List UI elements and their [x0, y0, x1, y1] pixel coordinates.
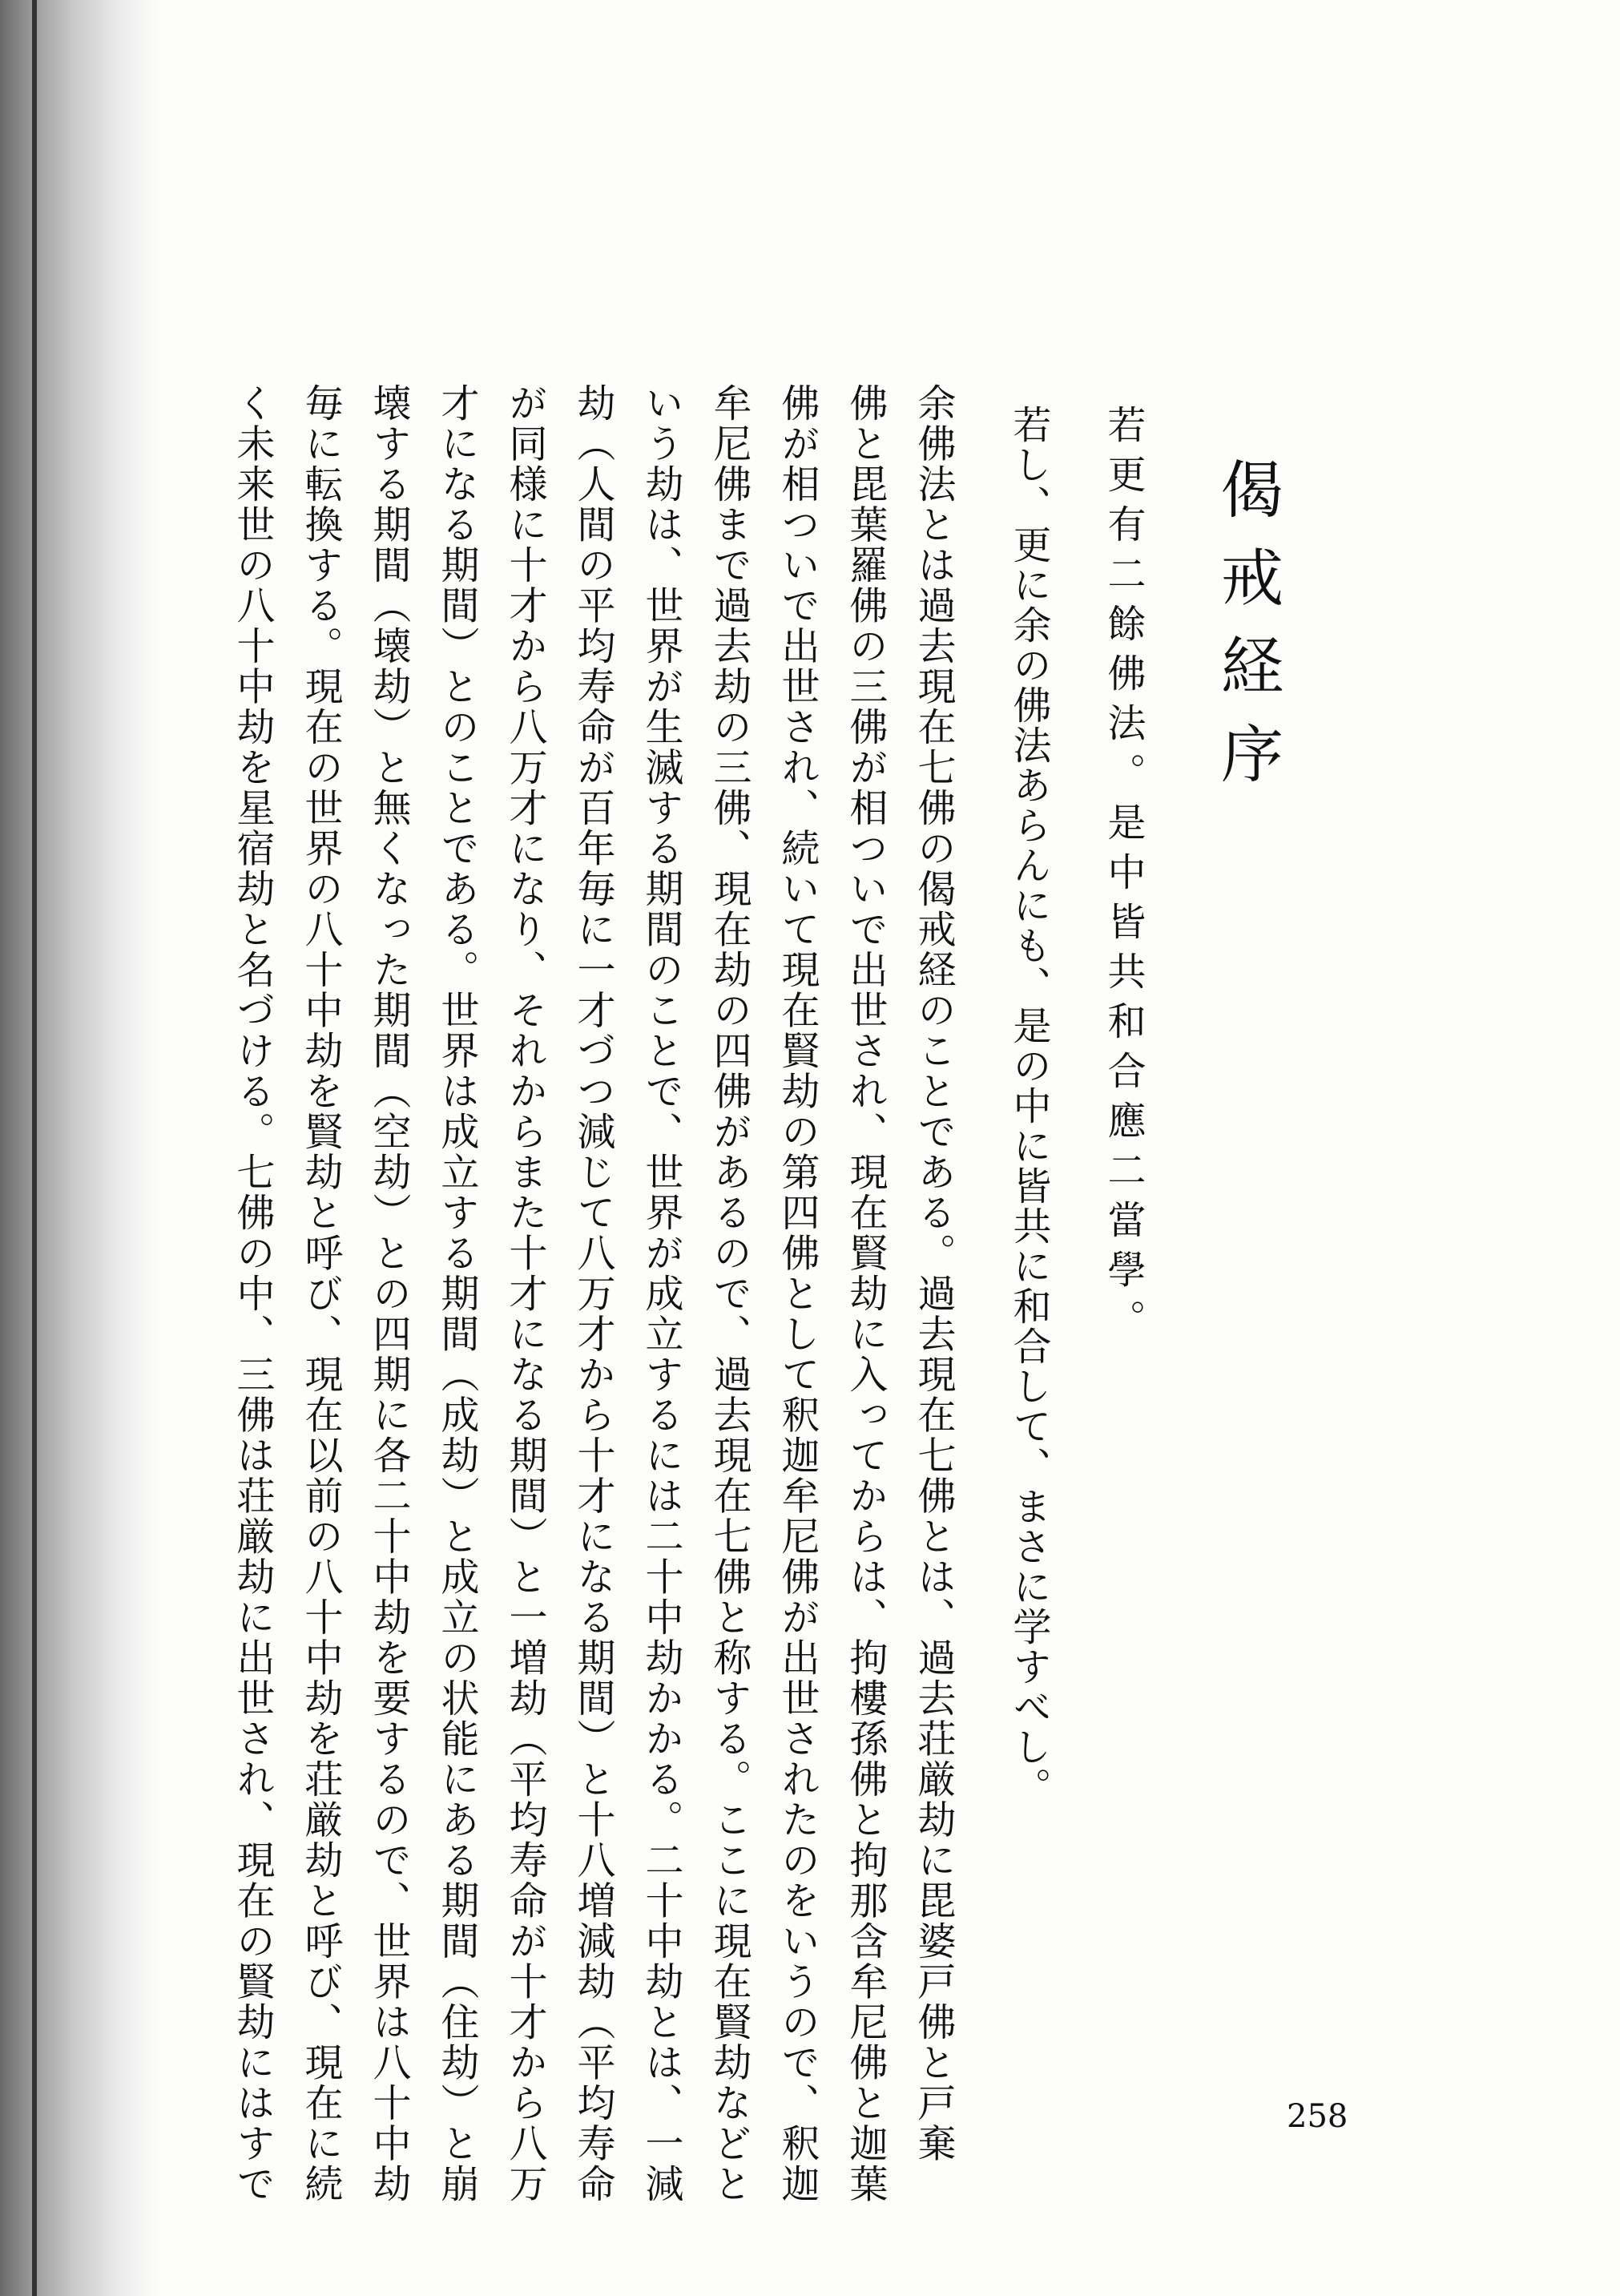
body-line: 余佛法とは過去現在七佛の偈戒経のことである。過去現在七佛とは、過去荘厳劫に毘婆戸佛と戸棄	[911, 383, 956, 2164]
body-line: が同様に十才から八万才になり、それからまた十才になる期間）と一増劫（平均寿命が十才から八万	[502, 383, 547, 2205]
body-line: 劫（人間の平均寿命が百年毎に一才づつ減じて八万才から十才になる期間）と十八増減劫（平均寿命	[570, 383, 615, 2205]
body-line: く未来世の八十中劫を星宿劫と名づける。七佛の中、三佛は荘厳劫に出世され、現在の賢劫にはすで	[230, 383, 275, 2205]
body-line: 佛が相ついで出世され、続いて現在賢劫の第四佛として釈迦牟尼佛が出世されたのをいうので、釈迦	[775, 383, 820, 2205]
page-number: 258	[1287, 2098, 1348, 2135]
body-line: 佛と毘葉羅佛の三佛が相ついで出世され、現在賢劫に入ってからは、拘樓孫佛と拘那含牟尼佛と迦葉	[843, 383, 888, 2205]
verse-translation: 若し、更に余の佛法あらんにも、是の中に皆共に和合して、まさに学すべし。	[1006, 405, 1051, 1807]
section-title: 偈戒経序	[1211, 457, 1283, 809]
body-line: 壊する期間（壊劫）と無くなった期間（空劫）との四期に各二十中劫を要するので、世界は八十中劫	[366, 383, 411, 2205]
body-line: いう劫は、世界が生滅する期間のことで、世界が成立するには二十中劫かかる。二十中劫とは、一減	[639, 383, 683, 2205]
body-line: 牟尼佛まで過去劫の三佛、現在劫の四佛があるので、過去現在七佛と称する。ここに現在賢劫などと	[707, 383, 752, 2205]
scan-page-edge	[32, 0, 37, 2296]
body-line: 毎に転換する。現在の世界の八十中劫を賢劫と呼び、現在以前の八十中劫を荘厳劫と呼び、現在に続	[298, 383, 343, 2205]
body-line: 才になる期間）とのことである。世界は成立する期間（成劫）と成立の状能にある期間（住劫）と崩	[434, 383, 479, 2205]
scan-binding-shadow	[0, 0, 160, 2296]
sutra-verse: 若更有二餘佛法。是中皆共和合應二當學。	[1101, 405, 1146, 1349]
